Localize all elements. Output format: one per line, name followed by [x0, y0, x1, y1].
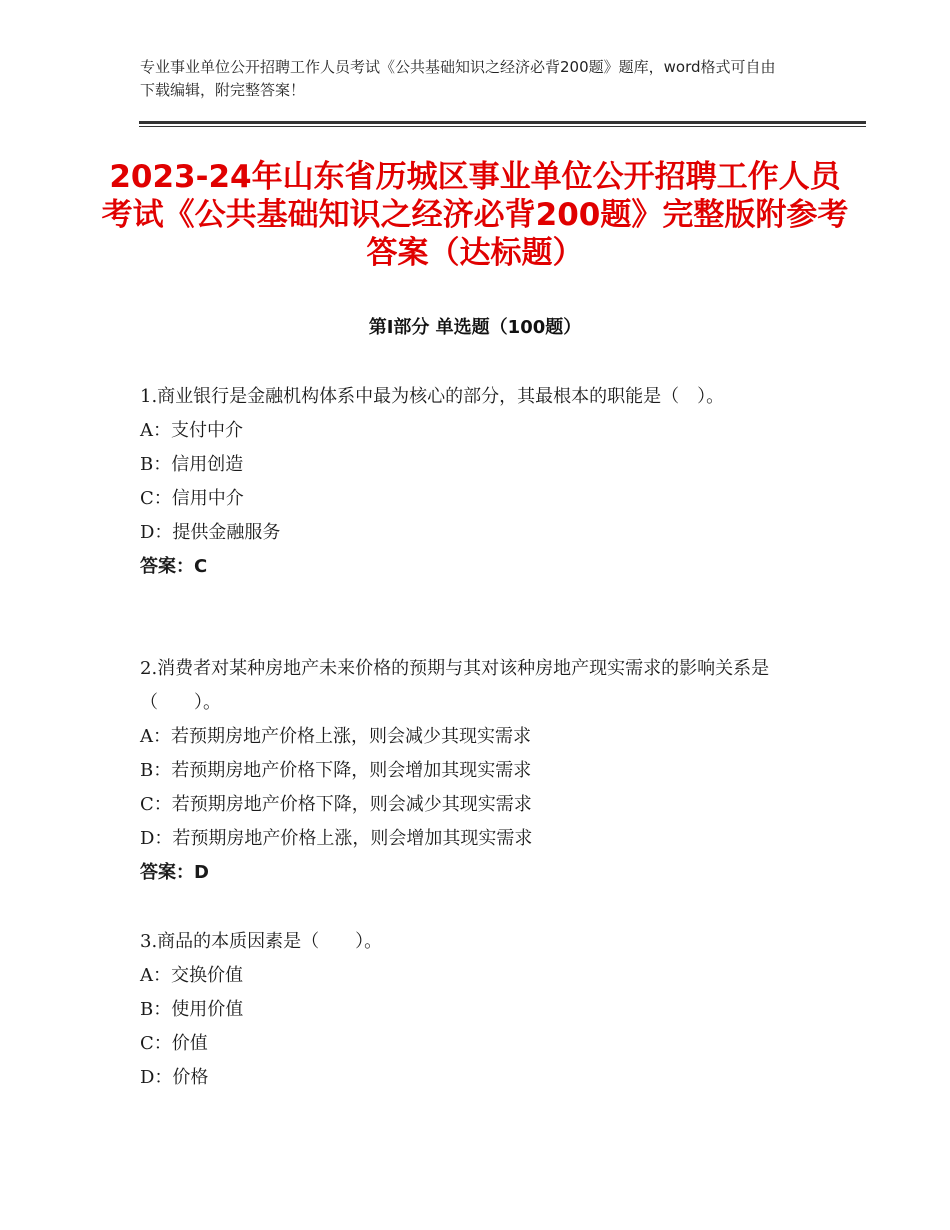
question-3-stem: 3.商品的本质因素是（ ）。 [140, 931, 383, 952]
question-2-option-a: A：若预期房地产价格上涨，则会减少其现实需求 [140, 726, 531, 747]
question-3-option-b: B：使用价值 [140, 999, 244, 1020]
section-heading: 第Ⅰ部分 单选题（100题） [368, 317, 582, 338]
question-1-option-a: A：支付中介 [140, 420, 243, 441]
question-1-option-b: B：信用创造 [140, 454, 244, 475]
question-3-option-a: A：交换价值 [140, 965, 243, 986]
question-2-option-c: C：若预期房地产价格下降，则会减少其现实需求 [140, 794, 532, 815]
document-title: 2023-24年山东省历城区事业单位公开招聘工作人员考试《公共基础知识之经济必背200题》完整版附参考答案（达标题） [101, 159, 849, 271]
question-1-option-c: C：信用中介 [140, 488, 244, 509]
question-2-answer: 答案：D [140, 862, 209, 883]
question-1-answer: 答案：C [140, 556, 208, 577]
header-note: 专业事业单位公开招聘工作人员考试《公共基础知识之经济必背200题》题库，word格式可自由下载编辑，附完整答案！ [140, 58, 776, 99]
header-divider-thick [139, 121, 866, 124]
question-3 [140, 925, 800, 1095]
question-2 [140, 652, 800, 890]
question-2-option-d: D：若预期房地产价格上涨，则会增加其现实需求 [140, 828, 533, 849]
question-2-stem: 2.消费者对某种房地产未来价格的预期与其对该种房地产现实需求的影响关系是（ ）。 [140, 658, 770, 713]
question-3-option-c: C：价值 [140, 1033, 208, 1054]
question-1-option-d: D：提供金融服务 [140, 522, 281, 543]
question-1-stem: 1.商业银行是金融机构体系中最为核心的部分，其最根本的职能是（ ）。 [140, 386, 725, 407]
header-divider-thin [139, 126, 866, 127]
question-1 [140, 380, 800, 584]
question-2-option-b: B：若预期房地产价格下降，则会增加其现实需求 [140, 760, 532, 781]
question-3-option-d: D：价格 [140, 1067, 209, 1088]
